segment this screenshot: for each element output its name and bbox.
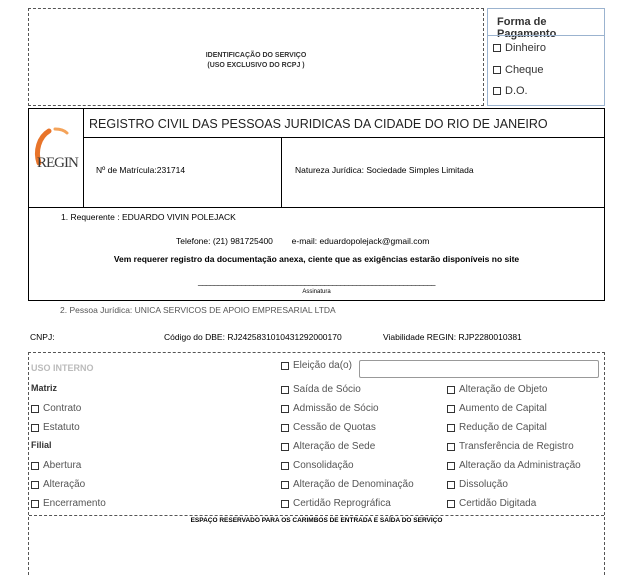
pagamento-dinheiro-option[interactable] xyxy=(493,42,546,54)
col2-option-5[interactable] xyxy=(281,479,414,490)
checkbox-certidao-reprografica[interactable] xyxy=(281,500,289,508)
col2-label-4: Consolidação xyxy=(293,460,354,471)
col2-label-6: Certidão Reprográfica xyxy=(293,498,391,509)
checkbox-aumento-capital[interactable] xyxy=(447,405,455,413)
checkbox-eleicao[interactable] xyxy=(281,362,289,370)
matriz-title: Matriz xyxy=(31,383,58,393)
checkbox-admissao-socio[interactable] xyxy=(281,405,289,413)
col3-label-6: Certidão Digitada xyxy=(459,498,537,509)
checkbox-alteracao-denominacao[interactable] xyxy=(281,481,289,489)
col3-label-5: Dissolução xyxy=(459,479,508,490)
checkbox-alteracao-administracao[interactable] xyxy=(447,462,455,470)
pessoa-juridica-line xyxy=(60,305,336,315)
col3-label-0: Alteração de Objeto xyxy=(459,384,548,395)
email-label: e-mail: xyxy=(291,236,320,246)
col3-option-0[interactable] xyxy=(447,384,547,395)
dbe-field xyxy=(164,332,342,342)
col3-label-1: Aumento de Capital xyxy=(459,403,547,414)
requerente-line xyxy=(61,212,236,222)
col2-label-0: Saída de Sócio xyxy=(293,384,361,395)
pagamento-do-option[interactable] xyxy=(493,85,528,97)
natureza-label: Natureza Jurídica: xyxy=(295,165,364,175)
identificacao-line2: (USO EXCLUSIVO DO RCPJ ) xyxy=(207,62,305,69)
carimbos-label: ESPAÇO RESERVADO PARA OS CARIMBOS DE ENTRADA E SAÍDA DO SERVIÇO xyxy=(190,517,443,524)
col3-option-2[interactable] xyxy=(447,422,547,433)
header-block xyxy=(28,108,605,208)
identificacao-line1: IDENTIFICAÇÃO DO SERVIÇO xyxy=(205,52,307,59)
checkbox-alteracao-objeto[interactable] xyxy=(447,386,455,394)
signature-line: ____________________________________________________________ xyxy=(198,277,435,286)
col2-option-2[interactable] xyxy=(281,422,376,433)
col3-option-5[interactable] xyxy=(447,479,508,490)
filial-alteracao-label: Alteração xyxy=(43,479,86,490)
col3-option-4[interactable] xyxy=(447,460,581,471)
pagamento-do-label: D.O. xyxy=(505,85,528,98)
checkbox-contrato[interactable] xyxy=(31,405,39,413)
regin-logo xyxy=(31,123,79,195)
filial-encerramento-label: Encerramento xyxy=(43,498,106,509)
viabilidade-field xyxy=(383,332,522,342)
cnpj-label: CNPJ: xyxy=(30,332,55,342)
col3-label-3: Transferência de Registro xyxy=(459,441,574,452)
checkbox-encerramento[interactable] xyxy=(31,500,39,508)
col2-option-0[interactable] xyxy=(281,384,361,395)
forma-pagamento-title: Forma de Pagamento xyxy=(497,16,557,40)
viabilidade-value: RJP2280010381 xyxy=(458,332,522,342)
checkbox-cheque[interactable] xyxy=(493,66,501,74)
col3-label-2: Redução de Capital xyxy=(459,422,547,433)
col3-label-4: Alteração da Administração xyxy=(459,460,581,471)
col2-label-1: Admissão de Sócio xyxy=(293,403,379,414)
matricula-label: Nº de Matrícula: xyxy=(96,165,157,175)
checkbox-cessao-quotas[interactable] xyxy=(281,424,289,432)
telefone-value: (21) 981725400 xyxy=(212,236,273,246)
col2-option-6[interactable] xyxy=(281,498,391,509)
checkbox-estatuto[interactable] xyxy=(31,424,39,432)
col3-option-6[interactable] xyxy=(447,498,536,509)
col3-option-1[interactable] xyxy=(447,403,547,414)
matriz-estatuto-label: Estatuto xyxy=(43,422,80,433)
col2-label-5: Alteração de Denominação xyxy=(293,479,414,490)
checkbox-abertura[interactable] xyxy=(31,462,39,470)
matricula-value: 231714 xyxy=(156,165,186,175)
pagamento-dinheiro-label: Dinheiro xyxy=(505,42,546,55)
email-value: eduardopolejack@gmail.com xyxy=(319,236,430,246)
checkbox-saida-socio[interactable] xyxy=(281,386,289,394)
filial-abertura-option[interactable] xyxy=(31,460,81,471)
uso-interno-box xyxy=(28,352,605,575)
regin-logo-text: REGIN xyxy=(37,155,78,171)
checkbox-consolidacao[interactable] xyxy=(281,462,289,470)
eleicao-input[interactable] xyxy=(359,360,599,378)
pessoa-juridica-section xyxy=(28,301,605,351)
filial-abertura-label: Abertura xyxy=(43,460,82,471)
requerente-statement: Vem requerer registro da documentação anexa, ciente que as exigências estarão disponíveis no site xyxy=(113,254,520,264)
checkbox-do[interactable] xyxy=(493,87,501,95)
pessoa-juridica-label: 2. Pessoa Jurídica: xyxy=(60,305,135,315)
eleicao-option[interactable] xyxy=(281,360,352,371)
col3-option-3[interactable] xyxy=(447,441,574,452)
pessoa-juridica-name: UNICA SERVICOS DE APOIO EMPRESARIAL LTDA xyxy=(134,305,336,315)
forma-pagamento-box xyxy=(487,8,605,106)
col2-label-2: Cessão de Quotas xyxy=(293,422,376,433)
checkbox-reducao-capital[interactable] xyxy=(447,424,455,432)
identificacao-box xyxy=(28,8,484,106)
checkbox-transferencia-registro[interactable] xyxy=(447,443,455,451)
checkbox-alteracao[interactable] xyxy=(31,481,39,489)
checkbox-certidao-digitada[interactable] xyxy=(447,500,455,508)
signature-label: Assinatura xyxy=(302,289,331,295)
uso-interno-title: USO INTERNO xyxy=(31,363,94,373)
filial-alteracao-option[interactable] xyxy=(31,479,85,490)
natureza-field xyxy=(295,165,474,175)
natureza-value: Sociedade Simples Limitada xyxy=(366,165,474,175)
viabilidade-label: Viabilidade REGIN: xyxy=(383,332,459,342)
matriz-contrato-label: Contrato xyxy=(43,403,82,414)
col2-option-3[interactable] xyxy=(281,441,375,452)
header-title: REGISTRO CIVIL DAS PESSOAS JURIDICAS DA CIDADE DO RIO DE JANEIRO xyxy=(89,117,548,131)
col2-label-3: Alteração de Sede xyxy=(293,441,376,452)
pagamento-cheque-option[interactable] xyxy=(493,64,544,76)
filial-encerramento-option[interactable] xyxy=(31,498,106,509)
checkbox-dinheiro[interactable] xyxy=(493,44,501,52)
filial-title: Filial xyxy=(31,440,52,450)
requerente-section xyxy=(28,208,605,301)
col2-option-1[interactable] xyxy=(281,403,379,414)
checkbox-dissolucao[interactable] xyxy=(447,481,455,489)
dbe-value: RJ242583101043129200017​0 xyxy=(227,332,342,342)
requerente-label: 1. Requerente : xyxy=(61,212,122,222)
pagamento-cheque-label: Cheque xyxy=(505,64,544,77)
dbe-label: Código do DBE: xyxy=(164,332,228,342)
eleicao-label: Eleição da(o) xyxy=(293,360,352,371)
matriz-estatuto-option[interactable] xyxy=(31,422,80,433)
col2-option-4[interactable] xyxy=(281,460,354,471)
checkbox-alteracao-sede[interactable] xyxy=(281,443,289,451)
telefone-label: Telefone: xyxy=(176,236,213,246)
matricula-field xyxy=(96,165,185,175)
contato-line xyxy=(176,236,429,246)
matriz-contrato-option[interactable] xyxy=(31,403,81,414)
requerente-name: EDUARDO VIVIN POLEJACK xyxy=(121,212,236,222)
